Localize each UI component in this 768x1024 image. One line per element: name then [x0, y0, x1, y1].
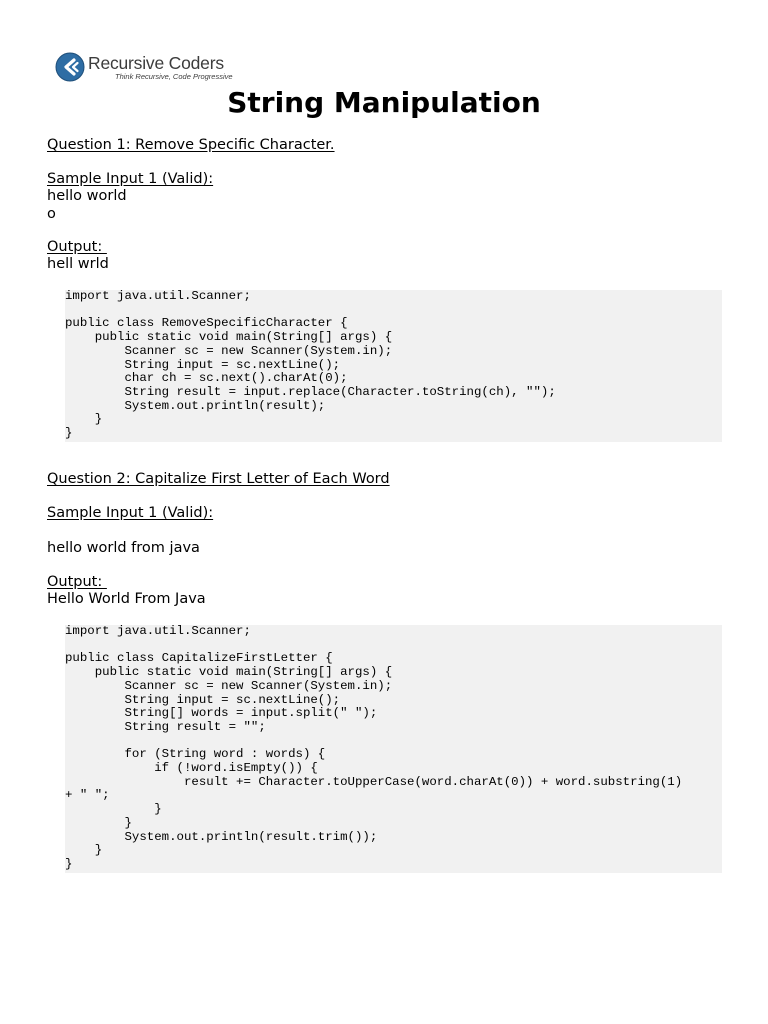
question-2-output-label: Output: — [47, 574, 107, 590]
question-1-input-line-1: hello world — [47, 188, 127, 204]
question-2-code: import java.util.Scanner; public class CapitalizeFirstLetter { public static void main(String[] args) { Scanner sc = new Scanner(System.in); String input = sc.nextLine(); String[] words = input.split(" "); String result = ""; for (String word : words) { if (!word.isEmpty()) { result += Character.toUpperCase(word.charAt(0)) + word.substring(1) + " "; } } System.out.println(result.trim()); } } — [65, 624, 683, 871]
logo-tagline: Think Recursive, Code Progressive — [115, 71, 233, 81]
page-title: String Manipulation — [227, 86, 541, 119]
question-2-sample-label: Sample Input 1 (Valid): — [47, 505, 214, 521]
question-1-input-line-2: o — [47, 206, 56, 222]
question-1-output: hell wrld — [47, 256, 109, 272]
question-1-sample-label: Sample Input 1 (Valid): — [47, 171, 214, 187]
question-2-input-line-1: hello world from java — [47, 540, 200, 556]
brand-logo — [55, 50, 233, 84]
question-1-code-block — [65, 290, 722, 442]
question-1-heading: Question 1: Remove Specific Character. — [47, 137, 335, 153]
question-2-output: Hello World From Java — [47, 591, 206, 607]
logo-text — [88, 54, 233, 81]
question-2-heading: Question 2: Capitalize First Letter of Each Word — [47, 471, 390, 487]
recursive-coders-logo-icon — [55, 52, 85, 82]
question-1-code: import java.util.Scanner; public class RemoveSpecificCharacter { public static void main(String[] args) { Scanner sc = new Scanner(System.in); String input = sc.nextLine(); char ch = sc.next().charAt(0); String result = input.replace(Character.toString(ch), ""); System.out.println(result); } } — [65, 289, 556, 441]
logo-name: Recursive Coders — [88, 52, 224, 73]
question-1-output-label: Output: — [47, 239, 107, 255]
question-2-code-block — [65, 625, 722, 873]
